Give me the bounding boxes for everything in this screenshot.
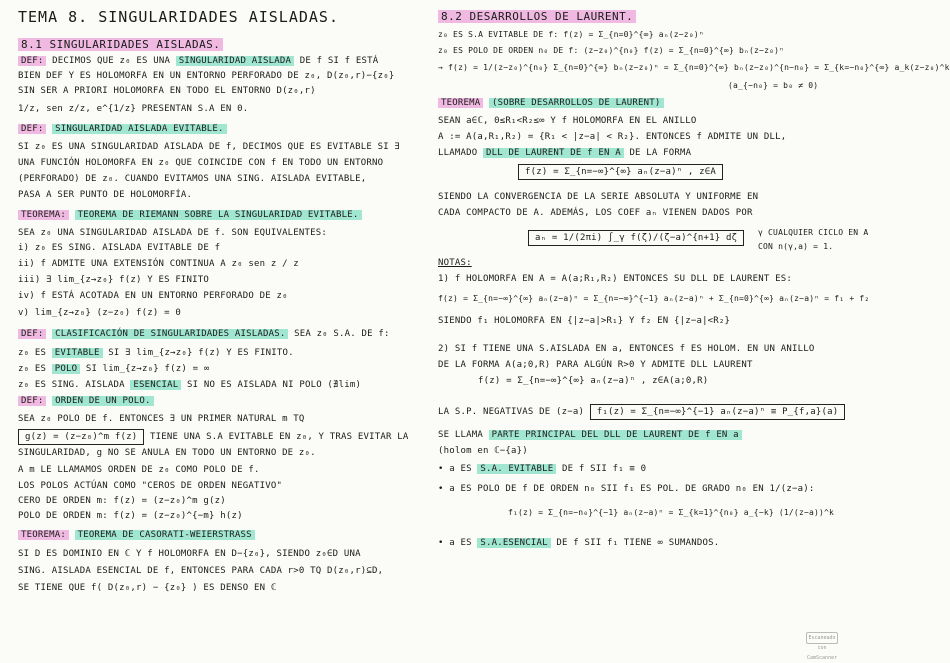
text-line: 1) f HOLOMORFA EN A = A(a;R₁,R₂) ENTONCES SU DLL DE LAURENT ES: — [438, 274, 792, 284]
text-line: SE TIENE QUE f( D(z₀,r) − {z₀} ) ES DENSO EN ℂ — [18, 583, 277, 593]
teo-highlight: (SOBRE DESARROLLOS DE LAURENT) — [489, 98, 664, 108]
text: LLAMADO — [438, 148, 478, 158]
text-line: POLO DE ORDEN m: f(z) = (z−z₀)^{−m} h(z) — [18, 511, 243, 521]
text-line: f(z) = Σ_{n=−∞}^{∞} aₙ(z−a)ⁿ , z∈A(a;0,R) — [478, 376, 709, 386]
text-line — [18, 429, 408, 445]
teo-label: TEOREMA: — [18, 210, 69, 220]
highlight: EVITABLE — [52, 348, 103, 358]
text: TIENE UNA S.A EVITABLE EN z₀, Y TRAS EVITAR LA — [150, 432, 409, 442]
left-column — [18, 0, 426, 650]
notas-heading: NOTAS: — [438, 258, 472, 268]
highlight: PARTE PRINCIPAL DEL DLL DE LAURENT DE f EN a — [489, 430, 742, 440]
highlight: S.A.ESENCIAL — [477, 538, 550, 548]
def-orden-polo — [18, 396, 154, 406]
text-line: LOS POLOS ACTÚAN COMO "CEROS DE ORDEN NEGATIVO" — [18, 481, 283, 491]
text-line: f₁(z) = Σ_{n=−n₀}^{−1} aₙ(z−a)ⁿ = Σ_{k=1}^{n₀} a_{−k} (1/(z−a))^k — [508, 508, 835, 517]
text-line: γ CUALQUIER CICLO EN A — [758, 228, 869, 237]
boxed-formula: g(z) = (z−z₀)^m f(z) — [18, 429, 144, 445]
text-line: PASA A SER PUNTO DE HOLOMORFÍA. — [18, 190, 193, 200]
highlight: ESENCIAL — [130, 380, 181, 390]
text-line: SIENDO LA CONVERGENCIA DE LA SERIE ABSOLUTA Y UNIFORME EN — [438, 192, 759, 202]
text: SI lim_{z→z₀} f(z) = ∞ — [85, 364, 210, 374]
boxed-formula: aₙ = 1/(2πi) ∫_γ f(ζ)/(ζ−a)^{n+1} dζ — [528, 230, 744, 246]
text-line: → f(z) = 1/(z−z₀)^{n₀} Σ_{n=0}^{∞} bₙ(z−z₀)ⁿ = Σ_{n=0}^{∞} bₙ(z−z₀)^{n−n₀} = Σ_{k=−n₀}^{∞} a_k(z−z₀)^k — [438, 63, 950, 72]
text: z₀ ES — [18, 364, 47, 374]
text-line: DE LA FORMA A(a;0,R) PARA ALGÚN R>0 Y ADMITE DLL LAURENT — [438, 360, 753, 370]
text: z₀ ES SING. AISLADA — [18, 380, 125, 390]
bullet-item: • a ES POLO DE f DE ORDEN n₀ SII f₁ ES POL. DE GRADO n₀ EN 1/(z−a): — [438, 484, 815, 494]
text-line: f(z) = Σ_{n=−∞}^{∞} aₙ(z−a)ⁿ = Σ_{n=−∞}^{−1} aₙ(z−a)ⁿ + Σ_{n=0}^{∞} aₙ(z−a)ⁿ = f₁ + f₂ — [438, 294, 870, 303]
boxed-formula: f₁(z) = Σ_{n=−∞}^{−1} aₙ(z−a)ⁿ ≡ P_{f,a}(a) — [590, 404, 846, 420]
highlight: POLO — [52, 364, 80, 374]
text-line: SEA z₀ POLO DE f. ENTONCES ∃ UN PRIMER NATURAL m TQ — [18, 414, 305, 424]
def-label: DEF: — [18, 329, 46, 339]
text-line: (a_{−n₀} = b₀ ≠ 0) — [728, 81, 819, 90]
boxed-formula: f(z) = Σ_{n=−∞}^{∞} aₙ(z−a)ⁿ , z∈A — [518, 164, 723, 180]
camscanner-watermark: Escaneado con CamScanner — [806, 632, 838, 644]
def-highlight: SINGULARIDAD AISLADA EVITABLE. — [52, 124, 227, 134]
def-text: DECIMOS QUE z₀ ES UNA — [52, 56, 171, 66]
text-line — [18, 348, 294, 358]
boxed-formula-row — [528, 230, 744, 246]
text-line — [438, 404, 845, 420]
section-1-title: 8.1 SINGULARIDADES AISLADAS. — [18, 38, 223, 51]
bullet-item — [438, 538, 719, 548]
highlight: DLL DE LAURENT DE f EN A — [483, 148, 624, 158]
text-line: SIENDO f₁ HOLOMORFA EN {|z−a|>R₁} Y f₂ EN {|z−a|<R₂} — [438, 316, 731, 326]
text-line: SING. AISLADA ESENCIAL DE f, ENTONCES PARA CADA r>0 TQ D(z₀,r)⊆D, — [18, 566, 384, 576]
teorema-casorati — [18, 530, 255, 540]
text-line: SI z₀ ES UNA SINGULARIDAD AISLADA DE f, DECIMOS QUE ES EVITABLE SI ∃ — [18, 142, 401, 152]
def-highlight: SINGULARIDAD AISLADA — [176, 56, 294, 66]
list-item: v) lim_{z→z₀} (z−z₀) f(z) = 0 — [18, 308, 181, 318]
text: DE f SII f₁ TIENE ∞ SUMANDOS. — [556, 538, 720, 548]
text: • a ES — [438, 464, 472, 474]
right-column — [438, 0, 950, 650]
text-line: SI D ES DOMINIO EN ℂ Y f HOLOMORFA EN D−{z₀}, SIENDO z₀∈D UNA — [18, 549, 361, 559]
text: LA S.P. NEGATIVAS DE (z−a) — [438, 407, 585, 417]
text-line — [438, 148, 691, 158]
def-label: DEF: — [18, 124, 46, 134]
teorema-riemann — [18, 210, 362, 220]
highlight: S.A. EVITABLE — [477, 464, 556, 474]
list-item: iv) f ESTÁ ACOTADA EN UN ENTORNO PERFORADO DE z₀ — [18, 291, 288, 301]
def-label: DEF: — [18, 396, 46, 406]
text-line: A m LE LLAMAMOS ORDEN DE z₀ COMO POLO DE f. — [18, 465, 260, 475]
text-line: SEAN a∈ℂ, 0≤R₁<R₂≤∞ Y f HOLOMORFA EN EL ANILLO — [438, 116, 697, 126]
text-line — [438, 430, 742, 440]
section-heading — [438, 10, 636, 23]
def-clasificacion — [18, 329, 390, 339]
def-label: DEF: — [18, 56, 46, 66]
text-line: 1/z, sen z/z, e^{1/z} PRESENTAN S.A EN 0. — [18, 104, 249, 114]
text-line: (holom en ℂ−{a}) — [438, 446, 528, 456]
text: • a ES — [438, 538, 472, 548]
text-line: SINGULARIDAD, g NO SE ANULA EN TODO UN ENTORNO DE z₀. — [18, 448, 316, 458]
text-line: (PERFORADO) DE z₀. CUANDO EVITAMOS UNA SING. AISLADA EVITABLE, — [18, 174, 367, 184]
text: DE f SII f₁ ≡ 0 — [562, 464, 647, 474]
text: SI NO ES AISLADA NI POLO (∄lim) — [186, 380, 362, 390]
teo-label: TEOREMA: — [18, 530, 69, 540]
text: SE LLAMA — [438, 430, 483, 440]
text-line: SEA z₀ UNA SINGULARIDAD AISLADA DE f. SON EQUIVALENTES: — [18, 228, 328, 238]
boxed-formula-row — [518, 164, 723, 180]
text-line: z₀ ES S.A EVITABLE DE f: f(z) = Σ_{n=0}^{∞} aₙ(z−z₀)ⁿ — [438, 30, 704, 39]
bullet-item — [438, 464, 646, 474]
text: z₀ ES — [18, 348, 47, 358]
list-item: iii) ∃ lim_{z→z₀} f(z) Y ES FINITO — [18, 275, 210, 285]
text-line: 2) SI f TIENE UNA S.AISLADA EN a, ENTONCES f ES HOLOM. EN UN ANILLO — [438, 344, 815, 354]
text-line: CERO DE ORDEN m: f(z) = (z−z₀)^m g(z) — [18, 496, 226, 506]
text-line: BIEN DEF Y ES HOLOMORFA EN UN ENTORNO PERFORADO DE z₀, D(z₀,r)−{z₀} — [18, 71, 395, 81]
section-2-title: 8.2 DESARROLLOS DE LAURENT. — [438, 10, 636, 23]
text-line: A := A(a,R₁,R₂) = {R₁ < |z−a| < R₂}. ENTONCES f ADMITE UN DLL, — [438, 132, 787, 142]
list-item: ii) f ADMITE UNA EXTENSIÓN CONTINUA A z₀ sen z / z — [18, 259, 299, 269]
def-highlight: CLASIFICACIÓN DE SINGULARIDADES AISLADAS. — [52, 329, 288, 339]
text-line: SIN SER A PRIORI HOLOMORFA EN TODO EL ENTORNO D(z₀,r) — [18, 86, 316, 96]
def-highlight: ORDEN DE UN POLO. — [52, 396, 154, 406]
page-title: TEMA 8. SINGULARIDADES AISLADAS. — [18, 8, 339, 26]
text-line: UNA FUNCIÓN HOLOMORFA EN z₀ QUE COINCIDE CON f EN TODO UN ENTORNO — [18, 158, 384, 168]
teo-label: TEOREMA — [438, 98, 483, 108]
def-evitable — [18, 124, 227, 134]
text-line: CADA COMPACTO DE A. ADEMÁS, LOS COEF aₙ VIENEN DADOS POR — [438, 208, 753, 218]
text-line — [18, 380, 361, 390]
text-line — [18, 364, 209, 374]
teo-highlight: TEOREMA DE CASORATI-WEIERSTRASS — [75, 530, 255, 540]
text: SI ∃ lim_{z→z₀} f(z) Y ES FINITO. — [108, 348, 294, 358]
list-item: i) z₀ ES SING. AISLADA EVITABLE DE f — [18, 243, 221, 253]
def-singularidad-aislada — [18, 56, 378, 66]
def-text: SEA z₀ S.A. DE f: — [294, 329, 390, 339]
def-text: DE f SI f ESTÁ — [299, 56, 379, 66]
teo-highlight: TEOREMA DE RIEMANN SOBRE LA SINGULARIDAD EVITABLE. — [75, 210, 362, 220]
text-line: CON n(γ,a) = 1. — [758, 242, 834, 251]
section-heading — [18, 38, 223, 51]
text: DE LA FORMA — [629, 148, 692, 158]
text-line: z₀ ES POLO DE ORDEN n₀ DE f: (z−z₀)^{n₀} f(z) = Σ_{n=0}^{∞} bₙ(z−z₀)ⁿ — [438, 46, 785, 55]
teorema-laurent — [438, 98, 664, 108]
